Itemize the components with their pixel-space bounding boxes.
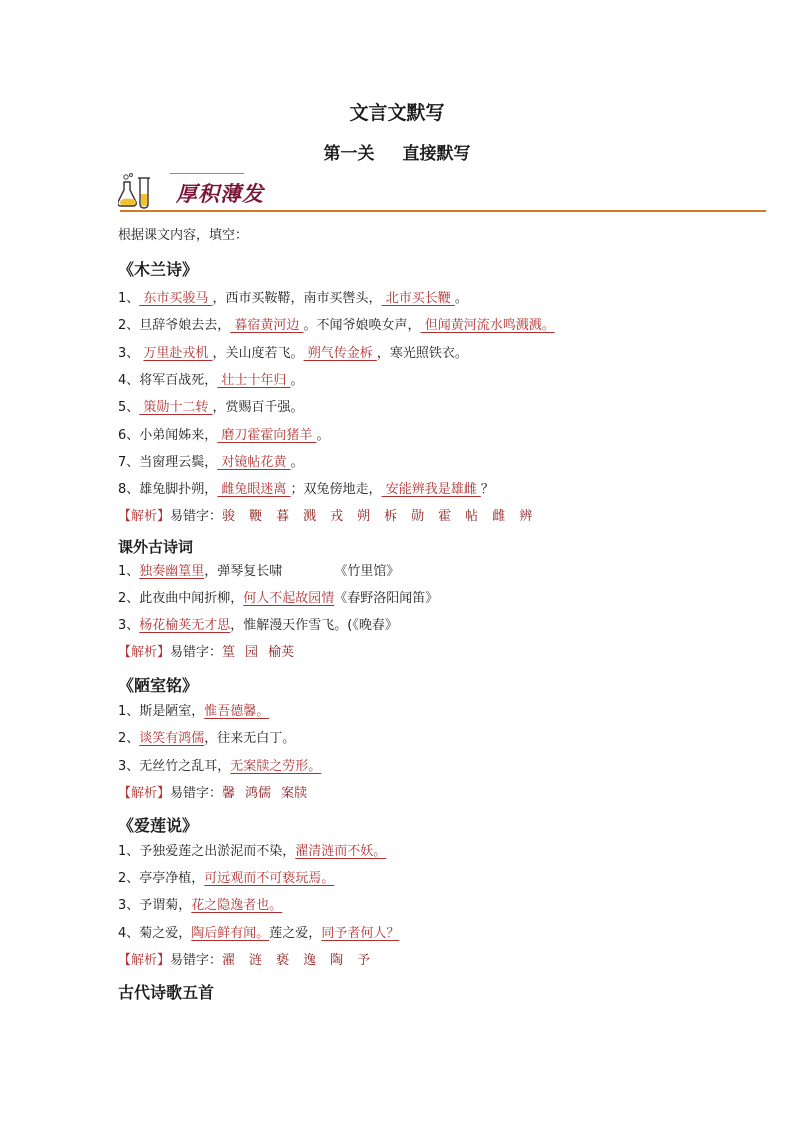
- section-heading-mulan: 《木兰诗》: [118, 260, 199, 279]
- banner-top-rule: [170, 173, 244, 174]
- error-prone-char: 勋: [411, 509, 425, 524]
- list-item: 8、雄兔脚扑朔， 雌兔眼迷离 ；双兔傍地走， 安能辨我是雄雌 ？: [118, 482, 494, 497]
- analysis-line: 【解析】易错字：馨 鸿儒 案牍: [118, 786, 308, 801]
- error-prone-char: 戎: [330, 509, 344, 524]
- list-item: 2、亭亭净植，可远观而不可亵玩焉。: [118, 871, 335, 886]
- error-prone-char: 亵: [276, 953, 290, 968]
- error-prone-char: 柝: [384, 509, 398, 524]
- list-item: 2、旦辞爷娘去去， 暮宿黄河边 。不闻爷娘唤女声， 但闻黄河流水鸣溅溅。: [118, 318, 555, 333]
- error-prone-char: 逸: [303, 953, 317, 968]
- list-item: 1、独奏幽篁里，弹琴复长啸 《竹里馆》: [118, 564, 400, 579]
- subtitle-level: 第一关: [323, 144, 375, 164]
- instruction: 根据课文内容，填空：: [118, 228, 249, 243]
- list-item: 1、予独爱莲之出淤泥而不染，濯清涟而不妖。: [118, 844, 387, 859]
- list-item: 2、谈笑有鸿儒，往来无白丁。: [118, 731, 296, 746]
- list-item: 4、将军百战死， 壮士十年归 。: [118, 373, 304, 388]
- error-prone-char: 案牍: [281, 786, 308, 801]
- list-item: 2、此夜曲中闻折柳，何人不起故园情《春野洛阳闻笛》: [118, 591, 439, 606]
- analysis-line: 【解析】易错字：濯 涟 亵 逸 陶 予: [118, 953, 371, 968]
- error-prone-char: 馨: [222, 786, 236, 801]
- error-prone-char: 榆荚: [268, 645, 295, 660]
- error-prone-char: 霍: [438, 509, 452, 524]
- list-item: 5、 策勋十二转 ，赏赐百千强。: [118, 400, 304, 415]
- list-item: 3、 万里赴戎机 ，关山度若飞。 朔气传金柝 ，寒光照铁衣。: [118, 346, 468, 361]
- page-title: 文言文默写: [349, 102, 445, 124]
- error-prone-char: 予: [357, 953, 371, 968]
- subtitle-topic: 直接默写: [402, 144, 471, 164]
- page-subtitle: [0, 139, 794, 164]
- error-prone-char: 朔: [357, 509, 371, 524]
- analysis-line: 【解析】易错字：篁 园 榆荚: [118, 645, 295, 660]
- section-heading-loushiming: 《陋室铭》: [118, 676, 199, 695]
- banner-label: 厚积薄发: [176, 181, 264, 206]
- error-prone-char: 篁: [222, 645, 236, 660]
- section-heading-extra-poems: 课外古诗词: [118, 538, 194, 556]
- error-prone-char: 园: [245, 645, 259, 660]
- error-prone-char: 溅: [303, 509, 317, 524]
- error-prone-char: 骏: [222, 509, 236, 524]
- list-item: 3、无丝竹之乱耳，无案牍之劳形。: [118, 759, 322, 774]
- error-prone-char: 陶: [330, 953, 344, 968]
- list-item: 6、小弟闻姊来， 磨刀霍霍向猪羊 。: [118, 428, 330, 443]
- list-item: 4、菊之爱，陶后鲜有闻。莲之爱，同予者何人？: [118, 926, 400, 941]
- error-prone-char: 涟: [249, 953, 263, 968]
- error-prone-char: 鸿儒: [245, 786, 272, 801]
- section-heading-ailianshuo: 《爱莲说》: [118, 816, 199, 835]
- error-prone-char: 濯: [222, 953, 236, 968]
- error-prone-char: 暮: [276, 509, 290, 524]
- error-prone-char: 辨: [519, 509, 533, 524]
- list-item: 7、当窗理云鬓， 对镜帖花黄 。: [118, 455, 304, 470]
- list-item: 3、杨花榆荚无才思，惟解漫天作雪飞。(《晚春》: [118, 618, 398, 633]
- error-prone-char: 鞭: [249, 509, 263, 524]
- error-prone-char: 帖: [465, 509, 479, 524]
- list-item: 1、斯是陋室，惟吾德馨。: [118, 704, 270, 719]
- section-heading-five-poems: 古代诗歌五首: [118, 983, 215, 1002]
- list-item: 3、予谓菊，花之隐逸者也。: [118, 898, 283, 913]
- analysis-line: 【解析】易错字：骏 鞭 暮 溅 戎 朔 柝 勋 霍 帖 雌 辨: [118, 509, 533, 524]
- error-prone-char: 雌: [492, 509, 506, 524]
- banner-rule: [120, 210, 766, 212]
- list-item: 1、 东市买骏马 ，西市买鞍鞯，南市买辔头， 北市买长鞭 。: [118, 291, 468, 306]
